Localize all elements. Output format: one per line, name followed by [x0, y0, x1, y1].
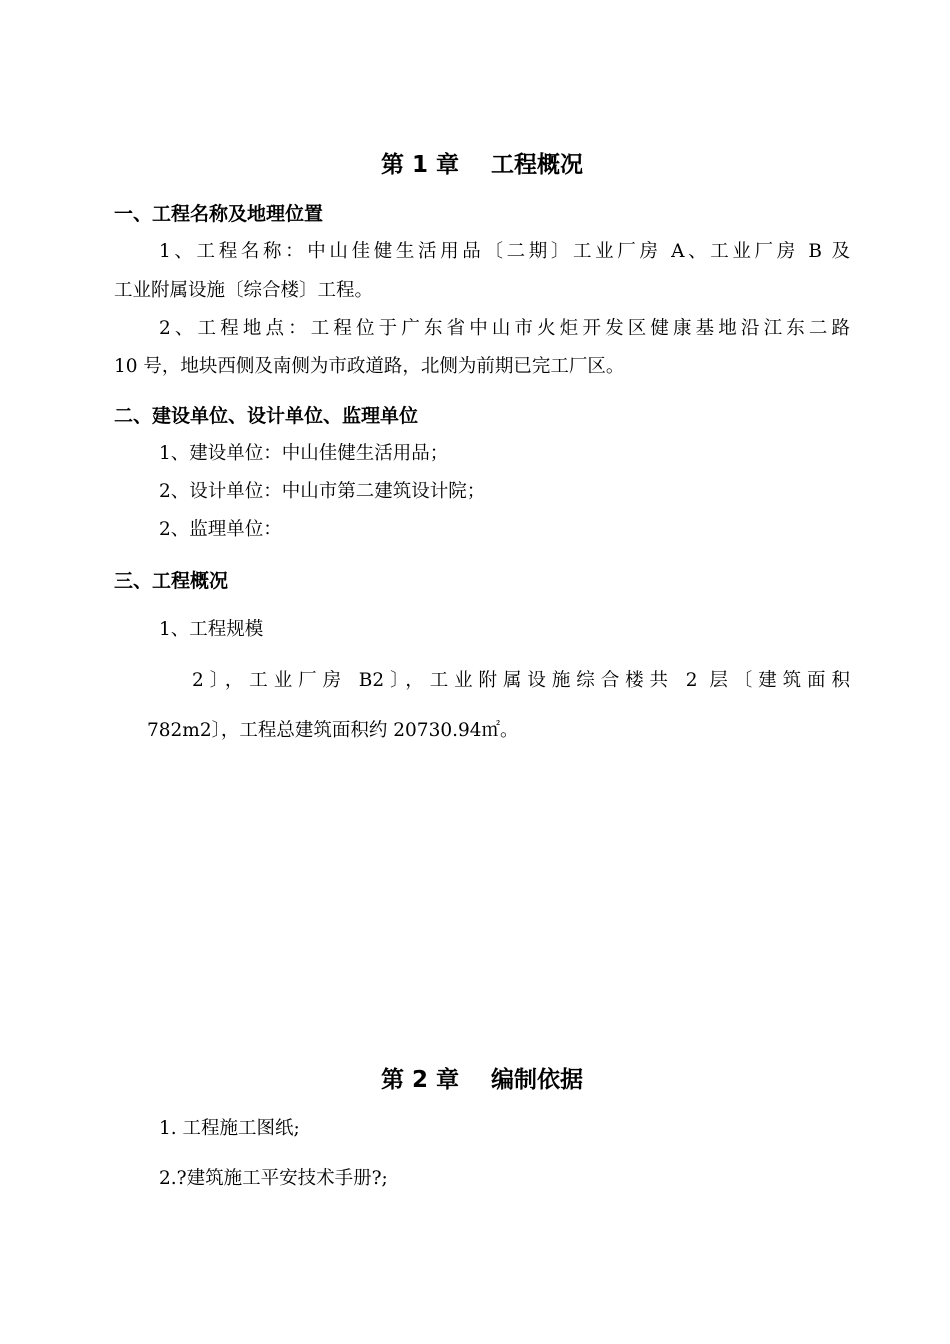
project-name-line-2: 工业附属设施〔综合楼〕工程。	[114, 280, 374, 301]
basis-item-1: 1. 工程施工图纸;	[159, 1118, 300, 1139]
project-scale-line-2: 782m2〕，工程总建筑面积约 20730.94㎡。	[147, 720, 519, 741]
chapter-2-title: 第 2 章 编制依据	[380, 1067, 584, 1093]
section-2-heading: 二、建设单位、设计单位、监理单位	[114, 405, 419, 427]
design-unit: 2、设计单位：中山市第二建筑设计院；	[159, 481, 486, 502]
project-name-line-1: 1、工程名称：中山佳健生活用品〔二期〕工业厂房 A、工业厂房 B 及	[159, 241, 850, 262]
project-scale-subheading: 1、工程规模	[159, 619, 264, 640]
construction-unit: 1、建设单位：中山佳健生活用品；	[159, 443, 449, 464]
supervision-unit: 2、监理单位：	[159, 519, 282, 540]
project-scale-line-1: 2〕，工业厂房 B2〕，工业附属设施综合楼共 2 层〔建筑面积	[192, 670, 850, 691]
chapter-1-title: 第 1 章 工程概况	[380, 152, 584, 178]
section-1-heading: 一、工程名称及地理位置	[114, 203, 324, 225]
section-3-heading: 三、工程概况	[114, 570, 229, 592]
basis-item-2: 2.?建筑施工平安技术手册?;	[159, 1168, 388, 1189]
project-location-line-2: 10 号，地块西侧及南侧为市政道路，北侧为前期已完工厂区。	[114, 356, 625, 377]
project-location-line-1: 2、工程地点：工程位于广东省中山市火炬开发区健康基地沿江东二路	[159, 318, 850, 339]
